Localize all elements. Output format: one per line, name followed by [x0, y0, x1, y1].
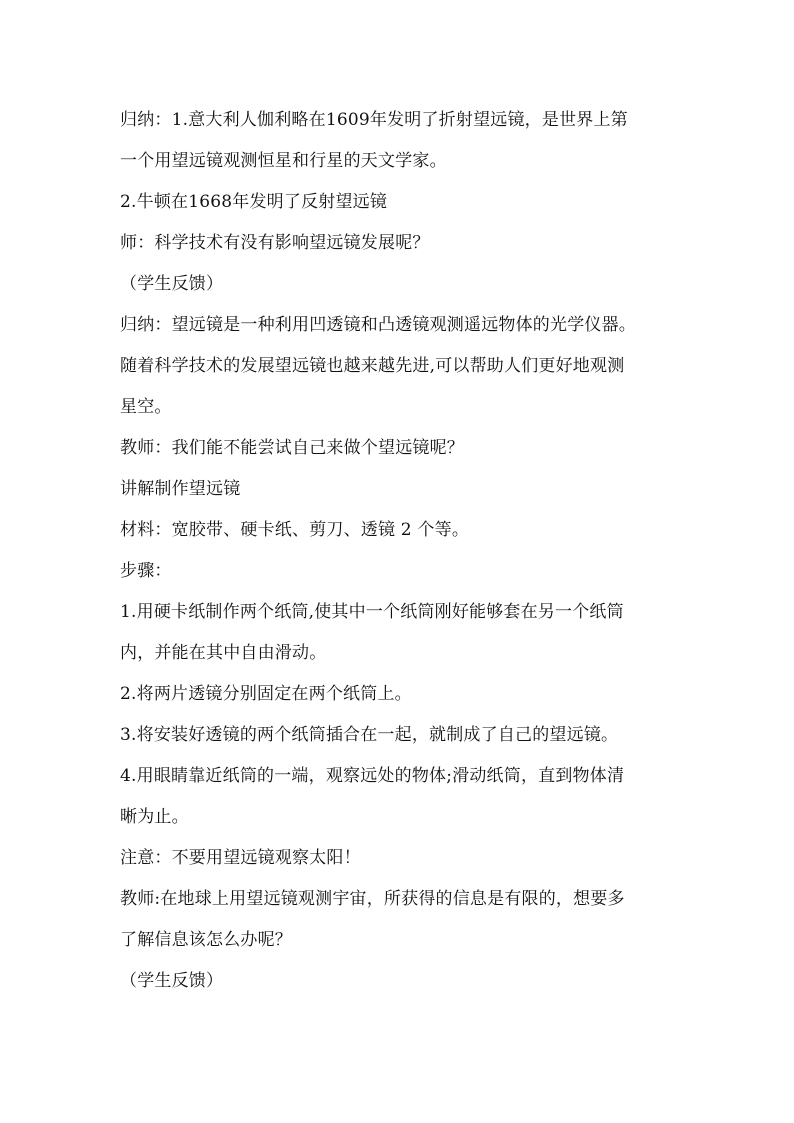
text-line: 内，并能在其中自由滑动。 [120, 643, 327, 663]
text-line: 教师:在地球上用望远镜观测宇宙，所获得的信息是有限的，想要多 [120, 889, 625, 909]
text-line: 教师：我们能不能尝试自己来做个望远镜呢？ [120, 438, 464, 458]
text-line: 归纳：望远镜是一种利用凹透镜和凸透镜观测遥远物体的光学仪器。 [120, 315, 636, 335]
text-line: 星空。 [120, 397, 172, 417]
text-line: 随着科学技术的发展望远镜也越来越先进,可以帮助人们更好地观测 [120, 356, 625, 376]
text-line: 一个用望远镜观测恒星和行星的天文学家。 [120, 151, 447, 171]
text-line: 注意：不要用望远镜观察太阳！ [120, 848, 361, 868]
text-line: （学生反馈） [120, 274, 224, 294]
text-line: 2.将两片透镜分别固定在两个纸筒上。 [120, 684, 412, 704]
text-line: 讲解制作望远镜 [120, 479, 241, 499]
text-line: 步骤： [120, 561, 172, 581]
text-line: 师：科学技术有没有影响望远镜发展呢？ [120, 233, 430, 253]
text-line: 归纳：1.意大利人伽利略在1609年发明了折射望远镜，是世界上第 [120, 110, 628, 130]
text-line: 3.将安装好透镜的两个纸筒插合在一起，就制成了自己的望远镜。 [120, 725, 619, 745]
text-line: （学生反馈） [120, 971, 224, 991]
text-line: 1.用硬卡纸制作两个纸筒,使其中一个纸筒刚好能够套在另一个纸筒 [120, 602, 624, 622]
text-line: 2.牛顿在1668年发明了反射望远镜 [120, 192, 388, 212]
text-line: 了解信息该怎么办呢？ [120, 930, 292, 950]
text-line: 晰为止。 [120, 807, 189, 827]
text-line: 材料：宽胶带、硬卡纸、剪刀、透镜 2 个等。 [120, 520, 470, 540]
document-body [120, 100, 700, 1002]
text-line: 4.用眼睛靠近纸筒的一端，观察远处的物体;滑动纸筒，直到物体清 [120, 766, 625, 786]
